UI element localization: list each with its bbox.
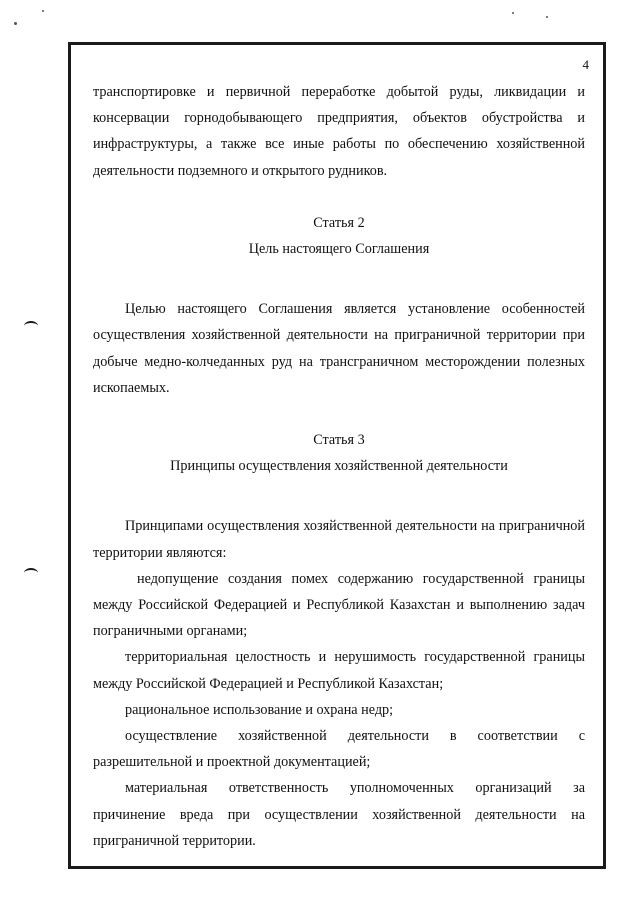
article-3-number: Статья 3 bbox=[313, 432, 365, 449]
scan-speck bbox=[512, 12, 514, 14]
article-2-number: Статья 2 bbox=[313, 214, 365, 231]
punch-hole-mark bbox=[24, 321, 38, 331]
scan-speck bbox=[42, 10, 44, 12]
principle-item: рациональное использование и охрана недр; bbox=[125, 701, 394, 718]
article-3-title: Принципы осуществления хозяйственной деятельности bbox=[170, 458, 508, 475]
principle-item: территориальная целостность и нерушимость государственной границы между Российской Федерацией и Республикой Казахстан; bbox=[93, 649, 585, 692]
scan-speck bbox=[546, 16, 548, 18]
principle-item: материальная ответственность уполномоченных организаций за причинение вреда при осуществлении хозяйственной деятельности на приграничной территории. bbox=[93, 780, 585, 849]
punch-hole-mark bbox=[24, 568, 38, 578]
principle-item: осуществление хозяйственной деятельности в соответствии с разрешительной и проектной документацией; bbox=[93, 728, 585, 771]
article-3-intro: Принципами осуществления хозяйственной деятельности на приграничной территории являются: bbox=[93, 518, 585, 561]
article-2-body: Целью настоящего Соглашения является установление особенностей осуществления хозяйственной деятельности на приграничной территории при добыче медно-колчеданных руд на трансграничном месторождении полезных ископаемых. bbox=[93, 301, 585, 396]
scan-speck bbox=[14, 22, 17, 25]
document-body bbox=[93, 79, 585, 854]
page-frame bbox=[68, 42, 606, 869]
principle-item: недопущение создания помех содержанию государственной границы между Российской Федерацией и Республикой Казахстан и выполнению задач пограничными органами; bbox=[93, 570, 585, 640]
article-2-title: Цель настоящего Соглашения bbox=[248, 241, 430, 258]
continuation-paragraph: транспортировке и первичной переработке добытой руды, ликвидации и консервации горнодобывающего предприятия, объектов обустройства и инфраструктуры, а также все иные работы по обеспечению хозяйственной деятельности подземного и открытого рудников. bbox=[93, 84, 585, 179]
page-number: 4 bbox=[582, 57, 589, 72]
